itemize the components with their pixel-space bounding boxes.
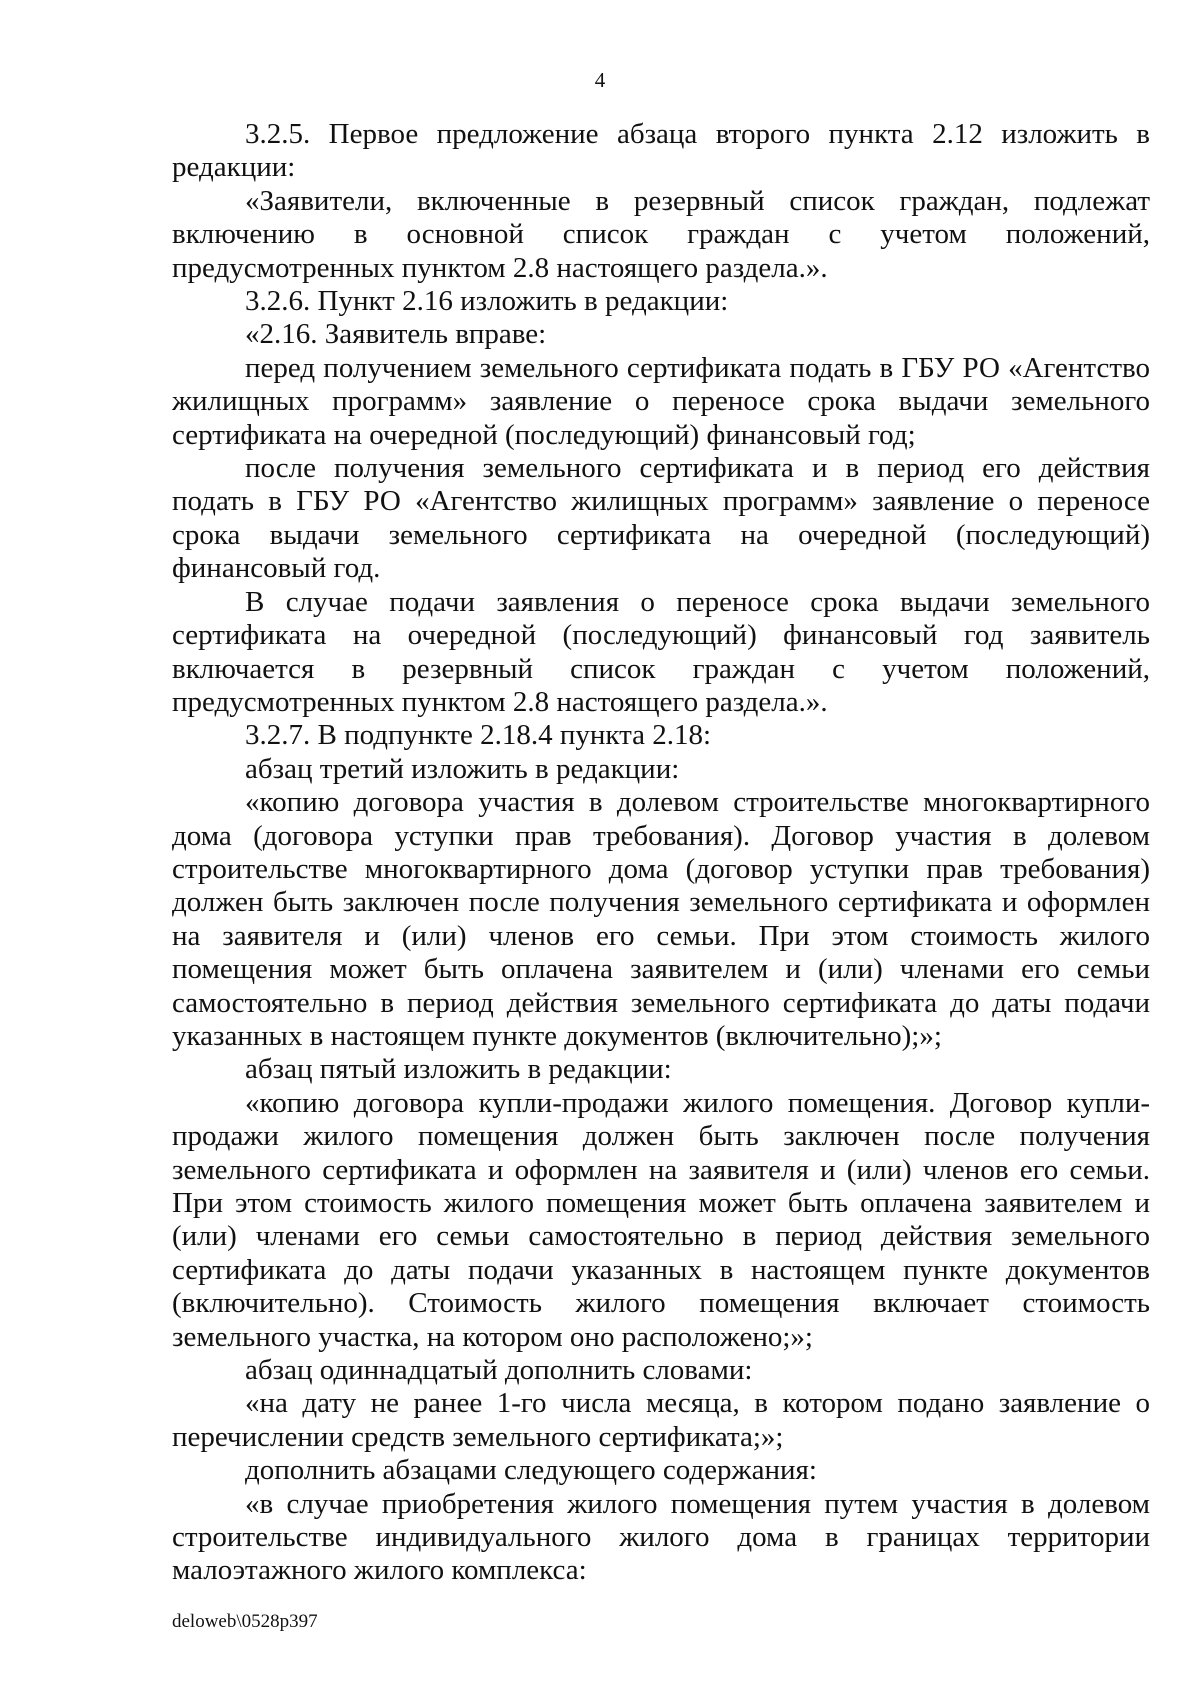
paragraph-3-2-5: 3.2.5. Первое предложение абзаца второго пункта 2.12 изложить в редакции: (172, 118, 1150, 184)
paragraph-add-abzacs: дополнить абзацами следующего содержания: (245, 1454, 817, 1487)
paragraph-2-16-heading: «2.16. Заявитель вправе: (245, 318, 547, 351)
paragraph-shared-construction-contract: «копию договора участия в долевом строительстве многоквартирного дома (договора уступки прав требования). Договор участия в долевом строительстве многоквартирного дома (договор уступки прав требования) должен быть заключен после получения земельного сертификата и оформлен на заявителя и (или) членов его семьи. При этом стоимость жилого помещения может быть оплачена заявителем и (или) членами его семьи самостоятельно в период действия земельного сертификата до даты подачи указанных в настоящем пункте документов (включительно);»; (172, 786, 1150, 1052)
paragraph-before-certificate: перед получением земельного сертификата подать в ГБУ РО «Агентство жилищных программ» заявление о переносе срока выдачи земельного сертификата на очередной (последующий) финансовый год; (172, 351, 1150, 451)
paragraph-3-2-6: 3.2.6. Пункт 2.16 изложить в редакции: (245, 285, 729, 318)
paragraph-third-abzac: абзац третий изложить в редакции: (245, 752, 680, 785)
paragraph-fifth-abzac: абзац пятый изложить в редакции: (245, 1053, 672, 1086)
paragraph-transfer-case: В случае подачи заявления о переносе срока выдачи земельного сертификата на очередной (последующий) финансовый год заявитель включается в резервный список граждан с учетом положений, предусмотренных пунктом 2.8 настоящего раздела.». (172, 585, 1150, 718)
paragraph-after-certificate: после получения земельного сертификата и в период его действия подать в ГБУ РО «Агентство жилищных программ» заявление о переносе срока выдачи земельного сертификата на очередной (последующий) финансовый год. (172, 452, 1150, 585)
paragraph-applicants-reserve-list: «Заявители, включенные в резервный список граждан, подлежат включению в основной список граждан с учетом положений, предусмотренных пунктом 2.8 настоящего раздела.». (172, 184, 1150, 284)
paragraph-date-condition: «на дату не ранее 1-го числа месяца, в котором подано заявление о перечислении средств земельного сертификата;»; (172, 1387, 1150, 1453)
paragraph-eleventh-abzac: абзац одиннадцатый дополнить словами: (245, 1354, 753, 1387)
paragraph-purchase-contract: «копию договора купли-продажи жилого помещения. Договор купли-продажи жилого помещения должен быть заключен после получения земельного сертификата и оформлен на заявителя и (или) членов его семьи. При этом стоимость жилого помещения может быть оплачена заявителем и (или) членами его семьи самостоятельно в период действия земельного сертификата до даты подачи указанных в настоящем пункте документов (включительно). Стоимость жилого помещения включает стоимость земельного участка, на котором оно расположено;»; (172, 1086, 1150, 1353)
paragraph-low-rise-complex: «в случае приобретения жилого помещения путем участия в долевом строительстве индивидуального жилого дома в границах территории малоэтажного жилого комплекса: (172, 1487, 1150, 1587)
paragraph-3-2-7: 3.2.7. В подпункте 2.18.4 пункта 2.18: (245, 719, 712, 752)
document-body (172, 118, 1150, 1588)
footer-document-code: deloweb\0528p397 (172, 1611, 318, 1632)
page-number: 4 (594, 68, 606, 92)
